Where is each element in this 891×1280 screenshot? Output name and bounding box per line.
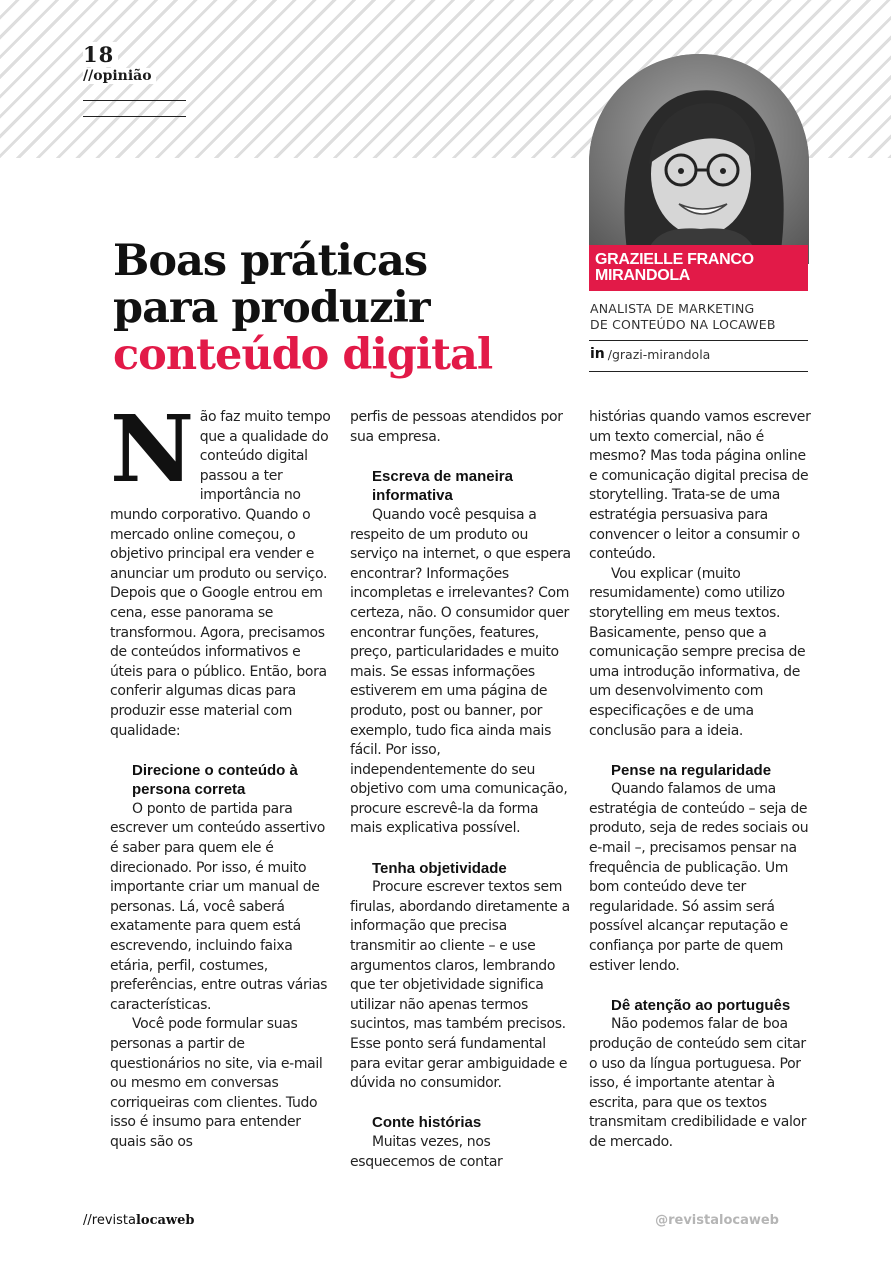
title-line-3: conteúdo digital — [113, 330, 493, 380]
subheading-persona: Direcione o conteúdo à persona correta — [132, 761, 298, 799]
footer-brand-name: locaweb — [135, 1213, 195, 1228]
author-portrait-illustration — [589, 54, 809, 264]
author-role-line2: DE CONTEÚDO NA LOCAWEB — [590, 317, 776, 332]
author-role — [590, 301, 810, 333]
author-name-banner — [589, 245, 808, 291]
linkedin-handle: /grazi-mirandola — [607, 346, 711, 362]
section-tag: //opinião — [83, 68, 156, 84]
title-line-1: Boas práticas — [113, 236, 428, 286]
paragraph-storytelling: Vou explicar (muito resumidamente) como utilizo storytelling em meus textos. Basicamente, penso que a comunicação sempre precisa de uma introdução informativa, de um desenvolvimento com especificações e de uma conclusão para a ideia. — [589, 565, 806, 739]
subheading-regularidade: Pense na regularidade — [611, 761, 772, 779]
paragraph-persona-1: O ponto de partida para escrever um conteúdo assertivo é saber para quem ele é direcionado. Por isso, é muito importante criar um manual de personas. Lá, você saberá exatamente para quem está escrevendo, incluindo faixa etária, perfil, costumes, preferências, entre outras várias características. — [110, 800, 328, 1013]
article-intro: ão faz muito tempo que a qualidade do conteúdo digital passou a ter importância no mundo corporativo. Quando o mercado online começou, o objetivo principal era vender e anunciar um produto ou serviço. Depois que o Google entrou em cena, esse panorama se transformou. Agora, precisamos de conteúdos informativos e úteis para o público. Então, bora conferir algumas dicas para produzir esse material com qualidade: — [110, 409, 331, 739]
paragraph-persona-2: Você pode formular suas personas a partir de questionários no site, via e-mail ou mesmo em conversas corriqueiras com clientes. Tudo isso é insumo para entender quais são os — [110, 1016, 323, 1150]
linkedin-icon: in — [590, 346, 605, 362]
paragraph-portugues: Não podemos falar de boa produção de conteúdo sem citar o uso da língua portuguesa. Por isso, é importante atentar à escrita, para que os textos transmitam credibilidade e valor de mercado. — [589, 1016, 807, 1150]
title-line-2: para produzir — [113, 283, 430, 333]
author-name-line2: MIRANDOLA — [595, 267, 691, 284]
paragraph-persona-2-continued: perfis de pessoas atendidos por sua empresa. — [350, 409, 563, 445]
drop-cap: N — [110, 395, 194, 503]
subheading-informativa: Escreva de maneira informativa — [372, 467, 513, 505]
page-number: 18 — [83, 42, 118, 67]
subheading-portugues: Dê atenção ao português — [611, 996, 791, 1014]
paragraph-informativa: Quando você pesquisa a respeito de um produto ou serviço na internet, o que espera encontrar? Informações incompletas e irrelevantes? Com certeza, não. O consumidor quer encontrar funções, features, preço, particularidades e muito mais. Se essas informações estiverem em uma página de produto, post ou banner, por exemplo, tudo fica ainda mais fácil. Por isso, independentemente do seu objetivo com uma comunicação, procure escrevê-la da forma mais explicativa possível. — [350, 506, 571, 837]
author-photo — [589, 54, 809, 264]
article-column-3 — [589, 408, 811, 1153]
author-rule-bottom — [589, 371, 808, 372]
linkedin-link[interactable] — [590, 346, 710, 362]
paragraph-historias: Muitas vezes, nos esquecemos de contar — [350, 1133, 503, 1170]
author-name-line1: GRAZIELLE FRANCO — [595, 251, 754, 268]
paragraph-regularidade: Quando falamos de uma estratégia de conteúdo – seja de produto, seja de redes sociais ou e-mail –, precisamos pensar na frequência de publicação. Um bom conteúdo deve ter regularidade. Só assim será possível alcançar reputação e confiança por parte de quem estiver lendo. — [589, 781, 809, 974]
header-rule-top — [83, 100, 186, 101]
subheading-objetividade: Tenha objetividade — [372, 859, 507, 877]
author-role-line1: ANALISTA DE MARKETING — [590, 301, 755, 316]
header-rule-bottom — [83, 116, 186, 117]
subheading-historias: Conte histórias — [372, 1114, 482, 1132]
footer-social-handle[interactable]: @revistalocaweb — [655, 1213, 779, 1228]
article-column-2 — [350, 408, 572, 1172]
footer-brand-prefix: //revista — [83, 1213, 136, 1228]
footer-brand — [83, 1213, 194, 1228]
author-rule-top — [589, 340, 808, 341]
paragraph-historias-continued: histórias quando vamos escrever um texto comercial, não é mesmo? Mas toda página online e comunicação digital precisa de storytelling. Trata-se de uma estratégia persuasiva para convencer o leitor a consumir o conteúdo. — [589, 409, 811, 563]
paragraph-objetividade: Procure escrever textos sem firulas, abordando diretamente a informação que precisa transmitir ao cliente – e use argumentos claros, lembrando que ter objetividade significa utilizar não apenas termos sucintos, mas também precisos. Esse ponto será fundamental para evitar gerar ambiguidade e dúvida no consumidor. — [350, 879, 570, 1092]
article-column-1 — [110, 395, 332, 1153]
article-title — [113, 238, 553, 379]
